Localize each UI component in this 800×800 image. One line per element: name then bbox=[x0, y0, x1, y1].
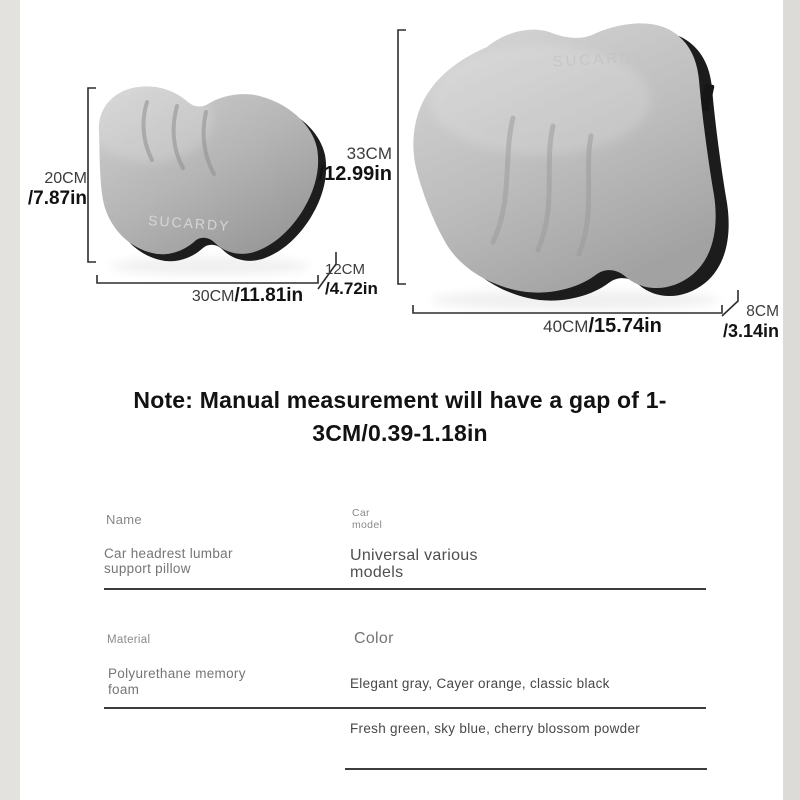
spec-color-value-row2: Fresh green, sky blue, cherry blossom powder bbox=[350, 721, 641, 736]
headrest-depth-label bbox=[325, 261, 378, 299]
headrest-highlight bbox=[88, 78, 212, 162]
lumbar-depth-cm: 8CM bbox=[746, 303, 779, 320]
spec-name-value: Car headrest lumbar support pillow bbox=[104, 546, 233, 576]
headrest-width-line bbox=[97, 275, 318, 283]
headrest-width-in: /11.81in bbox=[234, 285, 304, 306]
lumbar-height-line bbox=[398, 30, 406, 284]
headrest-width-cm: 30CM bbox=[191, 288, 235, 305]
lumbar-depth-label bbox=[723, 303, 779, 342]
lumbar-height-in: /12.99in bbox=[318, 163, 392, 185]
spec-color-header: Color bbox=[354, 630, 394, 647]
spec-car-model-header: Car model bbox=[352, 507, 383, 531]
headrest-height-cm: 20CM bbox=[44, 170, 87, 187]
headrest-depth-cm: 12CM bbox=[325, 261, 366, 278]
headrest-depth-in: /4.72in bbox=[325, 279, 378, 298]
lumbar-height-cm: 33CM bbox=[346, 144, 392, 163]
spec-material-value: Polyurethane memory foam bbox=[108, 666, 246, 697]
lumbar-height-label bbox=[319, 144, 392, 186]
table-divider bbox=[104, 588, 706, 590]
spec-color-value-row1: Elegant gray, Cayer orange, classic black bbox=[350, 676, 610, 691]
measurement-note: Note: Manual measurement will have a gap of 1-3CM/0.39-1.18in bbox=[133, 387, 667, 446]
lumbar-width-cm: 40CM bbox=[543, 317, 589, 336]
headrest-shadow bbox=[110, 257, 310, 275]
headrest-brand-text: SUCARDY bbox=[147, 212, 232, 234]
headrest-height-label bbox=[28, 169, 87, 210]
lumbar-brand-text: SUCARDY bbox=[552, 48, 648, 71]
spec-name-header: Name bbox=[106, 512, 142, 527]
lumbar-width-in: /15.74in bbox=[588, 315, 662, 337]
lumbar-pillow-photo bbox=[413, 23, 728, 300]
spec-material-header: Material bbox=[107, 634, 151, 646]
headrest-pillow-photo bbox=[88, 78, 326, 261]
lumbar-width-label bbox=[495, 315, 710, 338]
headrest-width-label bbox=[140, 285, 355, 307]
spec-car-model-value: Universal various models bbox=[350, 547, 478, 581]
lumbar-depth-in: /3.14in bbox=[722, 321, 779, 341]
table-divider bbox=[345, 768, 707, 770]
headrest-height-in: /7.87in bbox=[27, 188, 87, 209]
table-divider bbox=[104, 707, 706, 709]
